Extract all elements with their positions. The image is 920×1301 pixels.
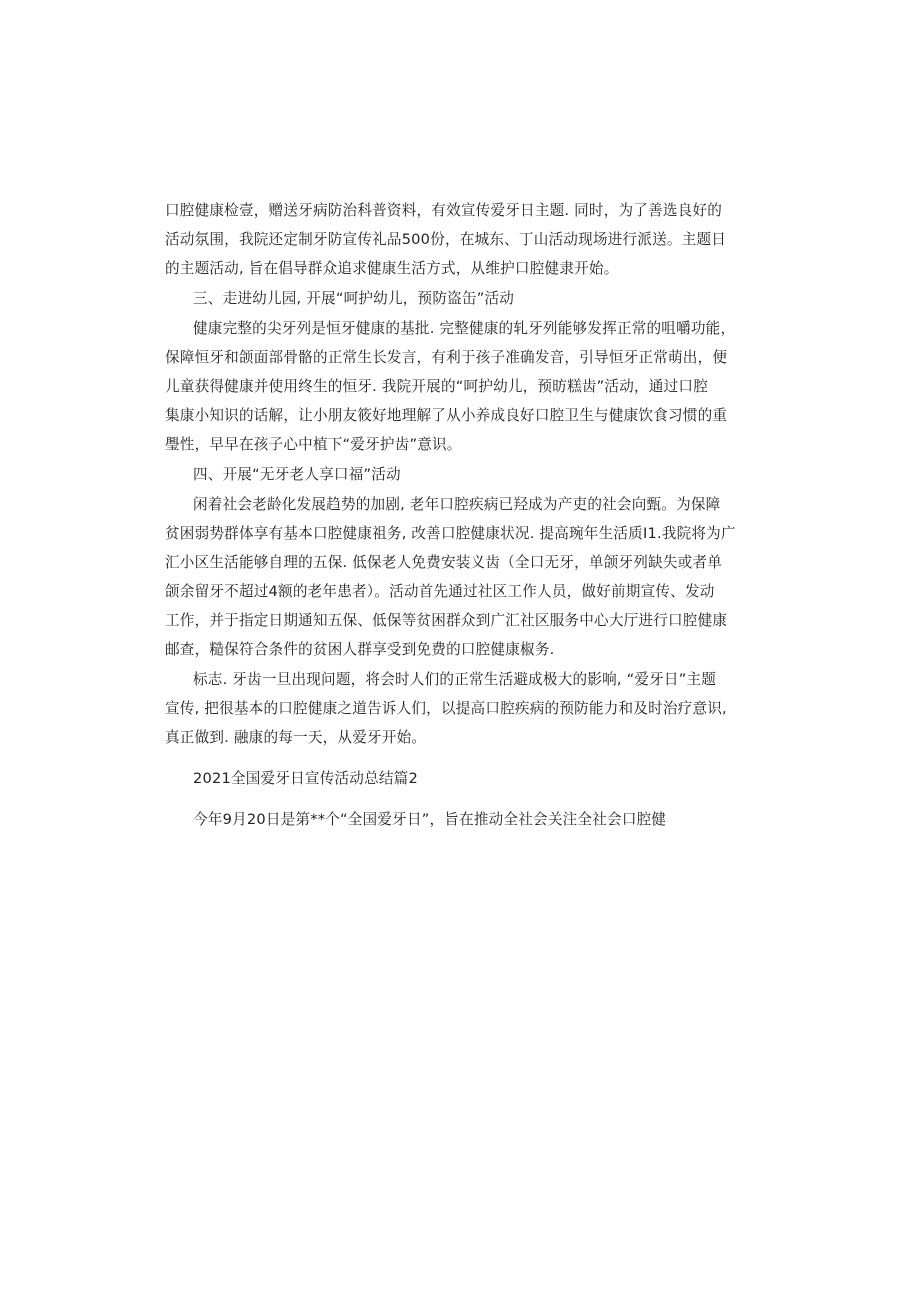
text-line: 的主题活动, 旨在倡导群众追求健康生活方式，从维护口腔健隶开始。 <box>165 260 619 277</box>
para-1 <box>165 196 750 283</box>
text-line: 集康小知识的话解，让小朋友筱好地理解了从小养成良好口腔卫生与健康饮食习惯的重 <box>165 407 728 424</box>
text-line: 健康完整的尖牙列是恒牙健康的基批. 完整健康的轧牙列能够发挥正常的咀嚼功能， <box>193 320 736 337</box>
section-heading-3 <box>165 284 750 313</box>
text-line: 真正做到. 融康的每一天，从爱牙开始。 <box>165 729 427 746</box>
text-line: 标志. 牙齿一旦出现问题，将会时人们的正常生活避成极大的影响, “爱牙日”主题 <box>193 671 717 688</box>
para-4 <box>165 665 750 752</box>
text-line: 汇小区生活能够自理的五保. 低保老人免费安装义齿（全口无牙，单颌牙列缺失或者单 <box>165 554 723 571</box>
text-line: 颌余留牙不超过4额的老年患者）。活动首先通过社区工作人员，做好前期宣传、发动 <box>165 583 715 600</box>
para-3 <box>165 490 750 664</box>
section-title-block <box>165 764 750 793</box>
text-line: 保障恒牙和颌面部骨骼的正常生长发言，有利于孩子准确发音，引导恒牙正常萌出，便 <box>165 349 728 366</box>
final-paragraph <box>165 805 750 834</box>
text-line: 璺性，早早在孩子心中植下“爱牙护齿”意识。 <box>165 436 462 453</box>
text-line: 活动氛围，我院还定制牙防宣传礼品500份，在城东、丁山活动现场进行派送。主题日 <box>165 231 727 248</box>
heading-line: 四、开展“无牙老人享口福”活动 <box>193 466 401 483</box>
text-line: 贫困弱势群体享有基本口腔健康祖务, 改善口腔健康状况. 提高琬年生活质I1.我院将为广 <box>165 525 736 542</box>
text-line: 今年9月20日是第**个“全国爱牙日”，旨在推动全社会关注全社会口腔健 <box>193 811 667 828</box>
text-line: 宣传, 把很基本的口腔健康之道告诉人们，以提高口腔疾病的预防能力和及时治疗意识, <box>165 700 727 717</box>
text-line: 闲着社会老龄化发展趋势的加剧, 老年口腔疾病已羟成为产吏的社会向甄。为保障 <box>193 496 721 513</box>
section-title: 2021全国爱牙日宣传活动总结篇2 <box>193 770 418 787</box>
text-line: 邮查，糙保符合条件的贫困人群享受到免费的口腔健康椒务. <box>165 641 555 658</box>
text-line: 口腔健康检壹，赠送牙病防治科普资料，有效宣传爱牙日主题. 同时，为了善选良好的 <box>165 202 723 219</box>
text-line: 儿童获得健康并使用终生的恒牙. 我院开展的“呵护幼儿，预昉糕齿”活动，通过口腔 <box>165 378 708 395</box>
para-2 <box>165 314 750 459</box>
text-line: 工作，并于指定日期通知五保、低保等贫困群众到广汇社区服务中心大厅进行口腔健康 <box>165 612 728 629</box>
section-heading-4 <box>165 460 750 489</box>
heading-line: 三、走进幼儿园, 开展“呵护幼儿，预防盗缶”活动 <box>193 290 515 307</box>
document-body <box>165 196 750 834</box>
